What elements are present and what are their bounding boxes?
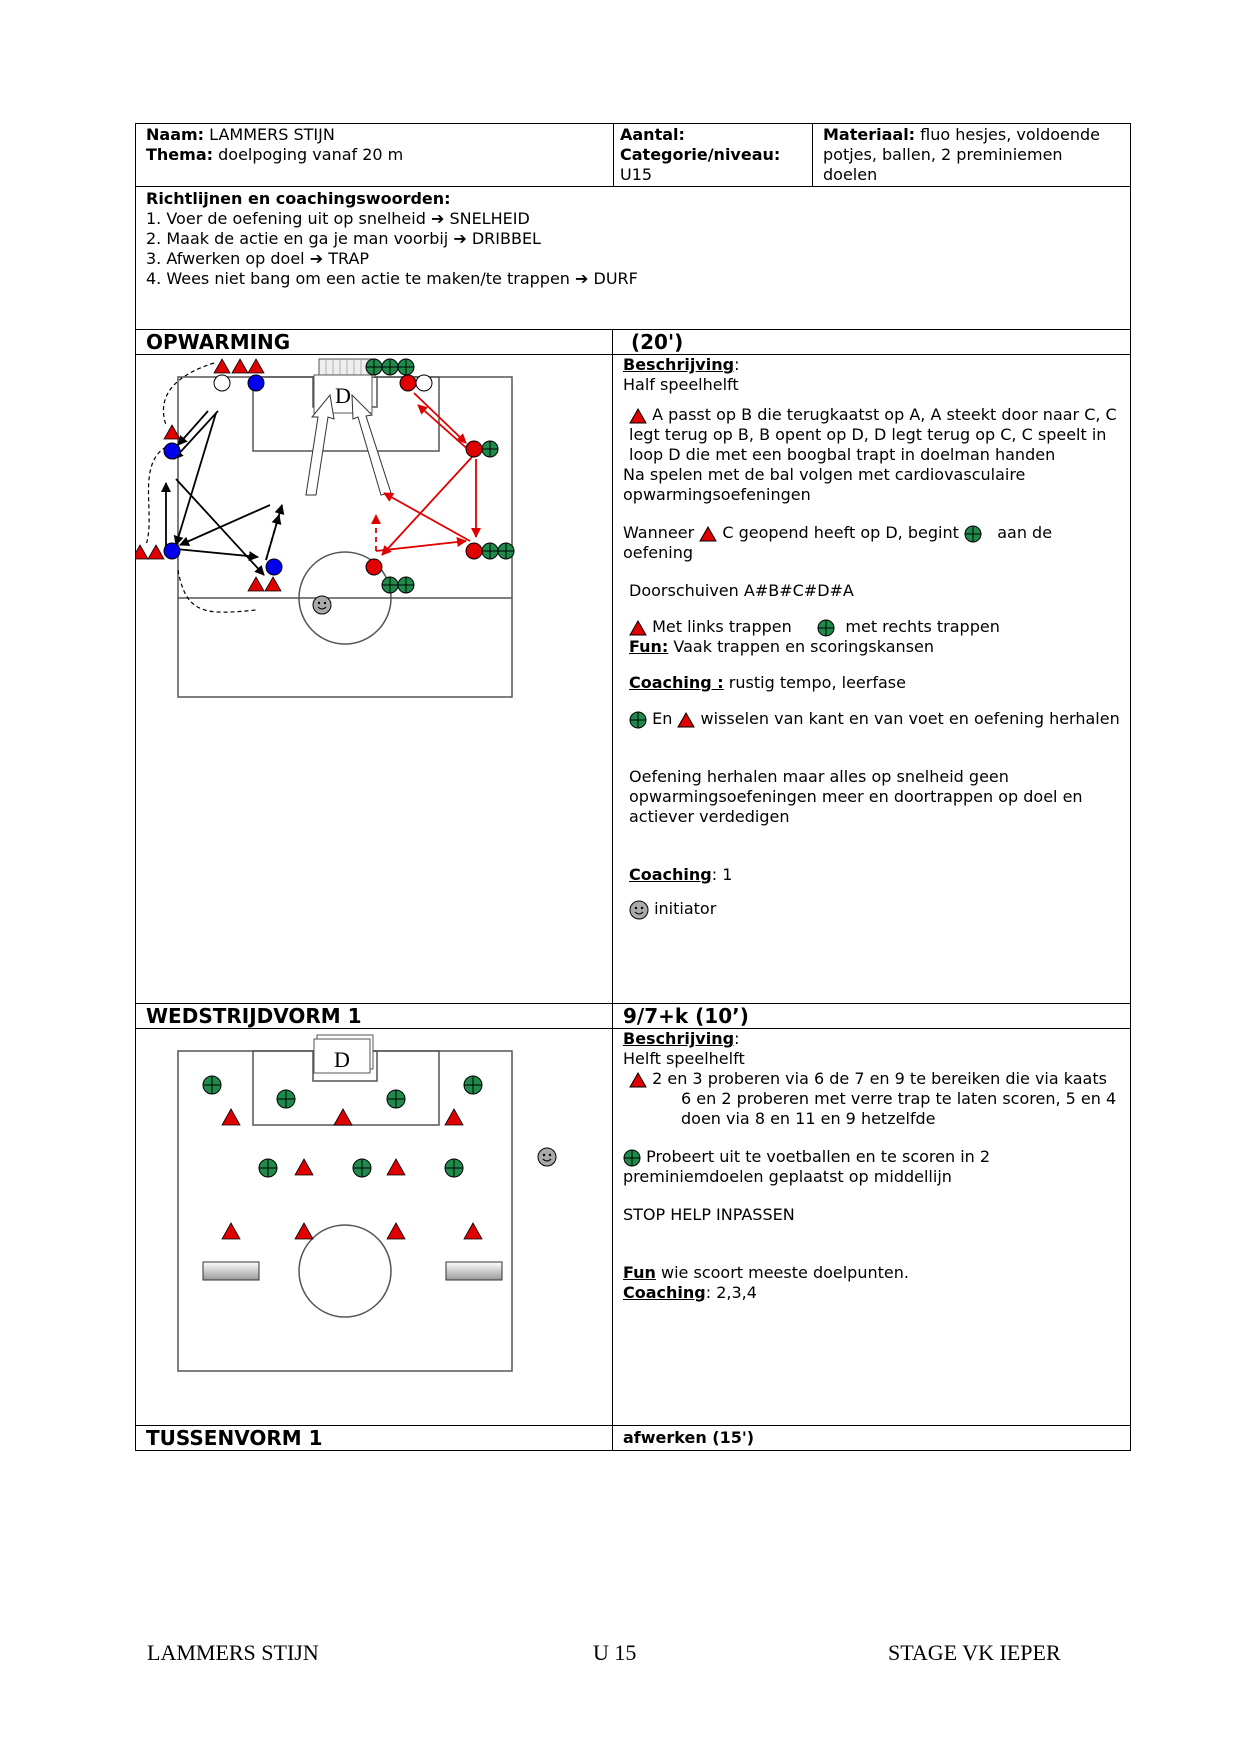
arrow-right-icon: ➔ — [309, 249, 324, 268]
richtlijnen-cell — [136, 187, 1131, 330]
initiator-smiley-icon — [313, 596, 331, 614]
red-triangle — [445, 1109, 463, 1125]
red-triangle-icon — [629, 408, 647, 424]
materiaal-value: fluo hesjes, voldoende potjes, ballen, 2 preminiemen doelen — [823, 125, 1101, 184]
arrow-right-icon: ➔ — [453, 229, 467, 248]
richtlijn-item: 1. Voer de oefening uit op snelheid ➔ SNELHEID — [146, 209, 530, 228]
red-triangle — [248, 359, 264, 373]
red-triangle — [136, 545, 148, 559]
wedstrijdvorm-title-row — [136, 1004, 1131, 1029]
opwarming-description: Beschrijving: Half speelhelft A passt op B die terugkaatst op A, A steekt door naar C, C legt terug op B, B opent op D, D legt terug op C, C speelt in loop D die met een boogbal trapt in doelman handen Na spelen met de bal volgen met cardiovasculaire opwarmingsoefeningen Wanneer C geopend heeft op D, begint aan de oefening Doorschuiven A#B#C#D#A Met links trappen met rechts trappen Fun: Vaak trappen en scoringskansen Coaching : rustig tempo, leerfase En wisselen van kant en van voet en oefening herhalen Oefening herhalen maar alles op snelheid geen opwarmingsoefeningen meer en doortrappen op doel en actiever verdedigen Coaching: 1 initiator — [613, 355, 1131, 1004]
green-cross-icon — [964, 525, 982, 543]
tussenvorm-title: TUSSENVORM 1 — [136, 1426, 613, 1451]
red-triangle-icon — [629, 620, 647, 636]
pass-arrow — [176, 549, 258, 557]
pass-arrow — [174, 411, 218, 459]
arrow-right-icon: ➔ — [430, 209, 445, 228]
shot-arrow-left — [306, 395, 334, 495]
red-triangle — [295, 1159, 313, 1175]
run-path — [178, 570, 256, 612]
red-triangle — [387, 1159, 405, 1175]
opwarming-pitch-diagram — [136, 355, 612, 1003]
run-path — [163, 363, 214, 425]
footer-category: U 15 — [593, 1640, 637, 1665]
player-blue — [266, 559, 282, 575]
materiaal-cell: Materiaal: fluo hesjes, voldoende potjes, ballen, 2 preminiemen doelen — [813, 124, 1131, 187]
red-triangle-icon — [677, 712, 695, 728]
goalkeeper-label: D — [334, 1047, 350, 1072]
red-triangle — [232, 359, 248, 373]
red-triangle — [334, 1109, 352, 1125]
opwarming-title: OPWARMING — [136, 330, 613, 355]
opwarming-title-row — [136, 330, 1131, 355]
richtlijnen-row — [136, 187, 1131, 330]
green-cross-icon — [817, 619, 835, 637]
footer-name: LAMMERS STIJN — [147, 1640, 319, 1665]
green-players — [203, 1076, 482, 1177]
richtlijn-item: 4. Wees niet bang om een actie te maken/te trappen ➔ DURF — [146, 269, 638, 288]
mini-goal-right — [446, 1262, 502, 1280]
tussenvorm-title-row — [136, 1426, 1131, 1451]
red-triangle-icon — [629, 1072, 647, 1088]
green-cross-icon — [623, 1149, 641, 1167]
red-pass-arrow — [384, 493, 470, 541]
wedstrijdvorm-description: Beschrijving: Helft speelhelft 2 en 3 proberen via 6 de 7 en 9 te bereiken die via kaats 6 en 2 proberen met verre trap te laten scoren, 5 en 4 doen via 8 en 11 en 9 hetzelfde Probeert uit te voetballen en te scoren in 2 preminiemdoelen geplaatst op middellijn STOP HELP INPASSEN Fun wie scoort meeste doelpunten. Coaching: 2,3,4 — [613, 1029, 1131, 1426]
richtlijn-item: 2. Maak de actie en ga je man voorbij ➔ DRIBBEL — [146, 229, 541, 248]
wedstrijdvorm-title: WEDSTRIJDVORM 1 — [136, 1004, 613, 1029]
red-triangle — [222, 1109, 240, 1125]
opwarming-time: (20') — [613, 330, 1131, 355]
red-triangle — [148, 545, 164, 559]
red-triangle — [295, 1223, 313, 1239]
player-blue — [164, 543, 180, 559]
header-row — [136, 124, 1131, 187]
pass-arrow — [180, 505, 270, 545]
opwarming-row — [136, 355, 1131, 1004]
arrow-right-icon: ➔ — [575, 269, 589, 288]
wedstrijdvorm-row — [136, 1029, 1131, 1426]
player-red — [366, 559, 382, 575]
session-sheet — [135, 123, 1130, 1451]
richtlijn-item: 3. Afwerken op doel ➔ TRAP — [146, 249, 370, 268]
initiator-smiley-icon — [538, 1148, 556, 1166]
red-triangle — [248, 577, 264, 591]
red-triangle — [214, 359, 230, 373]
red-triangle — [464, 1223, 482, 1239]
player-red — [466, 441, 482, 457]
wedstrijdvorm-time: 9/7+k (10’) — [613, 1004, 1131, 1029]
naam-cell: Naam: LAMMERS STIJN Thema: doelpoging vanaf 20 m — [136, 124, 614, 187]
green-cross-icon — [629, 711, 647, 729]
wedstrijdvorm-diagram-cell — [136, 1029, 613, 1426]
categorie-value: U15 — [620, 165, 653, 184]
player-blue — [248, 375, 264, 391]
run-path — [146, 447, 166, 545]
player-blue — [164, 443, 180, 459]
exercise-table — [135, 329, 1131, 1451]
session-table — [135, 123, 1131, 330]
tussenvorm-time: afwerken (15') — [613, 1426, 1131, 1451]
player-red — [400, 375, 416, 391]
red-pass-arrow — [418, 405, 472, 453]
opwarming-diagram-cell — [136, 355, 613, 1004]
player-white — [214, 375, 230, 391]
goalkeeper-label: D — [335, 383, 351, 408]
thema-value: doelpoging vanaf 20 m — [218, 145, 404, 164]
red-triangle-icon — [699, 526, 717, 542]
player-red — [466, 543, 482, 559]
red-pass-arrow — [414, 393, 466, 443]
richtlijnen-title: Richtlijnen en coachingswoorden: — [146, 189, 451, 208]
footer-stage: STAGE VK IEPER — [888, 1640, 1061, 1665]
red-triangle — [387, 1223, 405, 1239]
red-triangle — [222, 1223, 240, 1239]
naam-value: LAMMERS STIJN — [209, 125, 335, 144]
wedstrijdvorm-pitch-diagram — [136, 1029, 612, 1425]
red-triangle — [265, 577, 281, 591]
aantal-cell: Aantal: Categorie/niveau: U15 — [614, 124, 813, 187]
field-outline — [178, 1051, 512, 1371]
smiley-icon — [629, 900, 649, 920]
red-pass-arrow — [382, 457, 472, 555]
mini-goal-left — [203, 1262, 259, 1280]
pass-arrow — [176, 413, 216, 545]
green-players — [366, 359, 514, 593]
player-white — [416, 375, 432, 391]
